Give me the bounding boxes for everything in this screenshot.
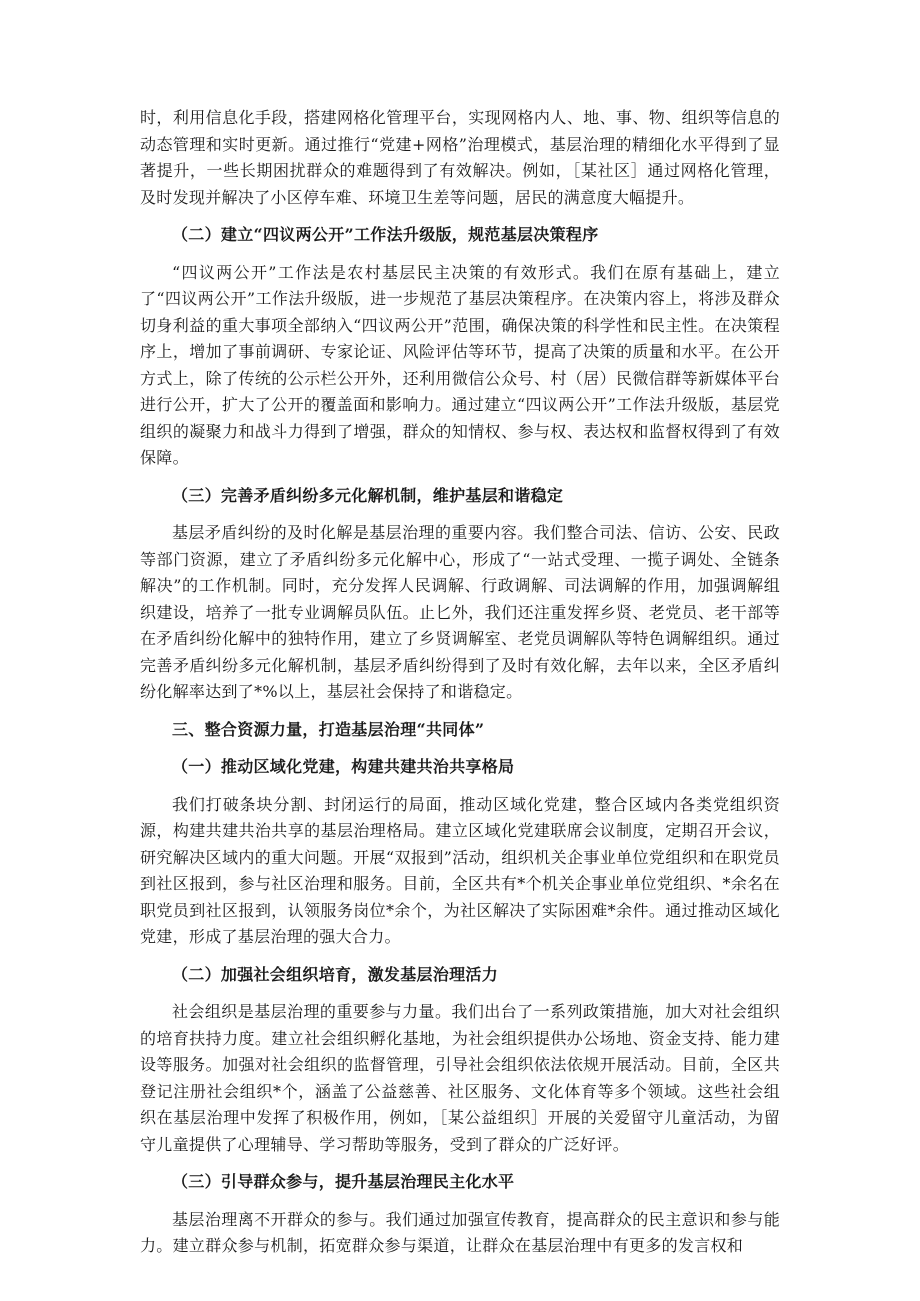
heading-dispute-resolution: （三）完善矛盾纠纷多元化解机制，维护基层和谐稳定 [172, 485, 564, 505]
heading-four-discussions: （二）建立“四议两公开”工作法升级版，规范基层决策程序 [172, 225, 599, 244]
paragraph-regional-party-building: 我们打破条块分割、封闭运行的局面，推动区域化党建，整合区域内各类党组织资源，构建共建共治共享的基层治理格局。建立区域化党建联席会议制度，定期召开会议，研究解决区域内的重大问题。开展“双报到”活动，组织机关企事业单位党组织和在职党员到社区报到，参与社区治理和服务。目前，全区共有*个机关企事业单位党组织、*余名在职党员到社区报到，认领服务岗位*余个，为社区解决了实际困难*余件。通过推动区域化党建，形成了基层治理的强大合力。 [140, 794, 780, 946]
heading-regional-party-building: （一）推动区域化党建，构建共建共治共享格局 [172, 757, 515, 776]
paragraph-grid-management: 时，利用信息化手段，搭建网格化管理平台，实现网格内人、地、事、物、组织等信息的动态管理和实时更新。通过推行“党建+网格”治理模式，基层治理的精细化水平得到了显著提升，一些长期困扰群众的难题得到了有效解决。例如，［某社区］通过网格化管理，及时发现并解决了小区停车难、环境卫生差等问题，居民的满意度大幅提升。 [140, 108, 780, 207]
section-title-community: 三、整合资源力量，打造基层治理“共同体” [172, 719, 485, 739]
paragraph-dispute-resolution: 基层矛盾纠纷的及时化解是基层治理的重要内容。我们整合司法、信访、公安、民政等部门资源，建立了矛盾纠纷多元化解中心，形成了“一站式受理、一揽子调处、全链条解决”的工作机制。同时，充分发挥人民调解、行政调解、司法调解的作用，加强调解组织建设，培养了一批专业调解员队伍。止匕外，我们还注重发挥乡贤、老党员、老干部等在矛盾纠纷化解中的独特作用，建立了乡贤调解室、老党员调解队等特色调解组织。通过完善矛盾纠纷多元化解机制，基层矛盾纠纷得到了及时有效化解，去年以来，全区矛盾纠纷化解率达到了*%以上，基层社会保持了和谐稳定。 [140, 523, 780, 701]
paragraph-public-participation: 基层治理离不开群众的参与。我们通过加强宣传教育，提高群众的民主意识和参与能力。建立群众参与机制，拓宽群众参与渠道，让群众在基层治理中有更多的发言权和 [140, 1209, 780, 1255]
heading-social-organizations: （二）加强社会组织培育，激发基层治理活力 [172, 964, 499, 984]
paragraph-social-organizations: 社会组织是基层治理的重要参与力量。我们出台了一系列政策措施，加大对社会组织的培育扶持力度。建立社会组织孵化基地，为社会组织提供办公场地、资金支持、能力建设等服务。加强对社会组织的监督管理，引导社会组织依法依规开展活动。目前，全区共登记注册社会组织*个，涵盖了公益慈善、社区服务、文化体育等多个领域。这些社会组织在基层治理中发挥了积极作用，例如，［某公益组织］开展的关爱留守儿童活动，为留守儿童提供了心理辅导、学习帮助等服务，受到了群众的广泛好评。 [140, 1002, 780, 1154]
heading-public-participation: （三）引导群众参与，提升基层治理民主化水平 [172, 1172, 515, 1191]
paragraph-four-discussions: “四议两公开”工作法是农村基层民主决策的有效形式。我们在原有基础上，建立了“四议两公开”工作法升级版，进一步规范了基层决策程序。在决策内容上，将涉及群众切身利益的重大事项全部纳入“四议两公开”范围，确保决策的科学性和民主性。在决策程序上，增加了事前调研、专家论证、风险评估等环节，提高了决策的质量和水平。在公开方式上，除了传统的公示栏公开外，还利用微信公众号、村（居）民微信群等新媒体平台进行公开，扩大了公开的覆盖面和影响力。通过建立“四议两公开”工作法升级版，基层党组织的凝聚力和战斗力得到了增强，群众的知情权、参与权、表达权和监督权得到了有效保障。 [140, 262, 780, 467]
